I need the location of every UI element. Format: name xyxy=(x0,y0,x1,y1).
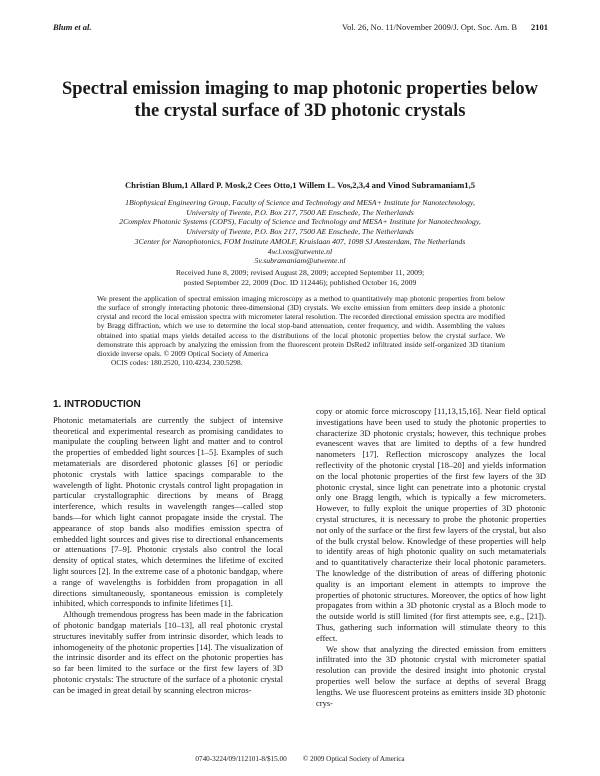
dates-line: Received June 8, 2009; revised August 28, 2009; accepted September 11, 2009; xyxy=(175,268,425,277)
running-head-author: Blum et al. xyxy=(53,22,92,32)
abstract xyxy=(97,294,505,367)
paper-title: Spectral emission imaging to map photonic properties below the crystal surface of 3D photonic crystals xyxy=(61,79,539,121)
affiliation-line: University of Twente, P.O. Box 217, 7500 AE Enschede, The Netherlands xyxy=(186,207,414,217)
ocis-codes: OCIS codes: 180.2520, 110.4234, 230.5298. xyxy=(111,358,243,368)
publication-dates xyxy=(40,268,560,288)
affiliation-line: 3Center for Nanophotonics, FOM Institute AMOLF, Kruislaan 407, 1098 SJ Amsterdam, The Netherlands xyxy=(134,236,466,246)
email-line[interactable]: 5v.subramaniam@utwente.nl xyxy=(254,256,346,266)
body-paragraph: copy or atomic force microscopy [11,13,15,16]. Near field optical investigations have been used to study the photonic properties to characterize 3D photonic crystals; however, this technique probes evanescent waves that are limited to depths of a few hundred nanometers [17]. Reflection microscopy analyzes the local reflectivity of the photonic crystal [18–20] and yields information on the local photonic properties of the first few layers of the 3D photonic crystal, since light can penetrate into a photonic crystal only one Bragg length, which is typically a few micrometers. However, to fully exploit the unique properties of 3D photonic crystal structures, it is necessary to probe the photonic properties not only of the surface or the first few layers of the crystal, but also of the bulk crystal below. Knowledge of these properties will help to identify areas of high photonic quality on such metamaterials and to quantitatively characterize their local photonic parameters. The knowledge of the distribution of areas of differing photonic quality is an important element in attempts to improve the properties of photonic structures. Moreover, the optics of how light propagates from within a 3D photonic crystal as a Bloch mode to the outside world is still limited (for first attempts see, e.g., [21]). Thus, gathering such information will stimulate theory to this effect. xyxy=(316,406,546,643)
affiliations xyxy=(40,198,560,266)
body-paragraph: Although tremendous progress has been made in the fabrication of photonic bandgap materials [10–13], all real photonic crystal structures inevitably suffer from intrinsic disorder, which leads to inhomogeneity of the photonic properties [14]. The visualization of the intrinsic disorder and its effect on the photonic properties has so far been limited to the surface or the first few layers of 3D photonic crystals: The structure of the surface of a photonic crystal can be imaged in great detail by scanning electron micros- xyxy=(53,609,283,695)
dates-line: posted September 22, 2009 (Doc. ID 112446); published October 16, 2009 xyxy=(183,278,417,287)
affiliation-line: 2Complex Photonic Systems (COPS), Faculty of Science and Technology and MESA+ Institute for Nanotechnology, xyxy=(119,217,481,227)
abstract-text: We present the application of spectral emission imaging microscopy as a method to quantitatively map photonic properties from below the surface of strongly interacting photonic three-dimensional (3D) crystals. We excite emission from emitters deep inside a photonic crystal and record the local emission spectra with micrometer lateral resolution. The recorded directional emission spectra are modified by Bragg diffraction, which we use to determine the local stop-band attenuation, center frequency, and width. Assembling the values obtained into spatial maps yields detailed access to the distributions of the local photonic properties below the crystal surface. We demonstrate this approach by analyzing the emission from the fluorescent protein DsRed2 infiltrated inside self-organized 3D titanium dioxide inverse opals. © 2009 Optical Society of America xyxy=(97,294,505,358)
left-column xyxy=(53,400,283,696)
copyright: © 2009 Optical Society of America xyxy=(302,755,405,763)
body-paragraph: Photonic metamaterials are currently the subject of intensive theoretical and experimental research as promising candidates to manipulate the coupling between light and matter and to control the properties of embedded light sources [1–5]. Examples of such metamaterials are disordered photonic glasses [6] or periodic photonic crystals with lattice spacings comparable to the wavelength of light. Photonic crystals control light propagation in particular crystallographic directions by means of Bragg interference, which results in wavelength ranges—called stop bands—for which light cannot propagate inside the crystal. The appearance of stop bands also modifies emission spectra of embedded light sources and gives rise to directional enhancements or attenuations [7–9]. Photonic crystals also control the local density of optical states, which determines the lifetime of excited light sources [2]. In the extreme case of a photonic bandgap, where a range of wavelengths is forbidden from propagation in all directions simultaneously, spontaneous emission is completely inhibited, which corresponds to infinite lifetimes [1]. xyxy=(53,414,283,609)
article-code: 0740-3224/09/112101-8/$15.00 xyxy=(195,755,287,763)
running-head-journal xyxy=(342,22,548,32)
email-line[interactable]: 4w.l.vos@utwente.nl xyxy=(267,246,333,256)
author-list: Christian Blum,1 Allard P. Mosk,2 Cees Otto,1 Willem L. Vos,2,3,4 and Vinod Subramaniam1,5 xyxy=(124,180,476,190)
section-heading: 1. INTRODUCTION xyxy=(53,399,141,410)
affiliation-line: 1Biophysical Engineering Group, Faculty of Science and Technology and MESA+ Institute for Nanotechnology, xyxy=(125,198,475,207)
body-paragraph: We show that analyzing the directed emission from emitters infiltrated into the 3D photonic crystal with micrometer spatial resolution can provide the desired insight into photonic crystal properties well below the surface at depths of several Bragg lengths. We use fluorescent proteins as emitters inside 3D photonic crys- xyxy=(316,643,546,708)
affiliation-line: University of Twente, P.O. Box 217, 7500 AE Enschede, The Netherlands xyxy=(186,227,414,237)
journal-info: Vol. 26, No. 11/November 2009/J. Opt. Soc. Am. B xyxy=(342,22,517,32)
page-number: 2101 xyxy=(531,22,548,32)
right-column xyxy=(316,406,546,708)
page-footer xyxy=(0,755,600,763)
